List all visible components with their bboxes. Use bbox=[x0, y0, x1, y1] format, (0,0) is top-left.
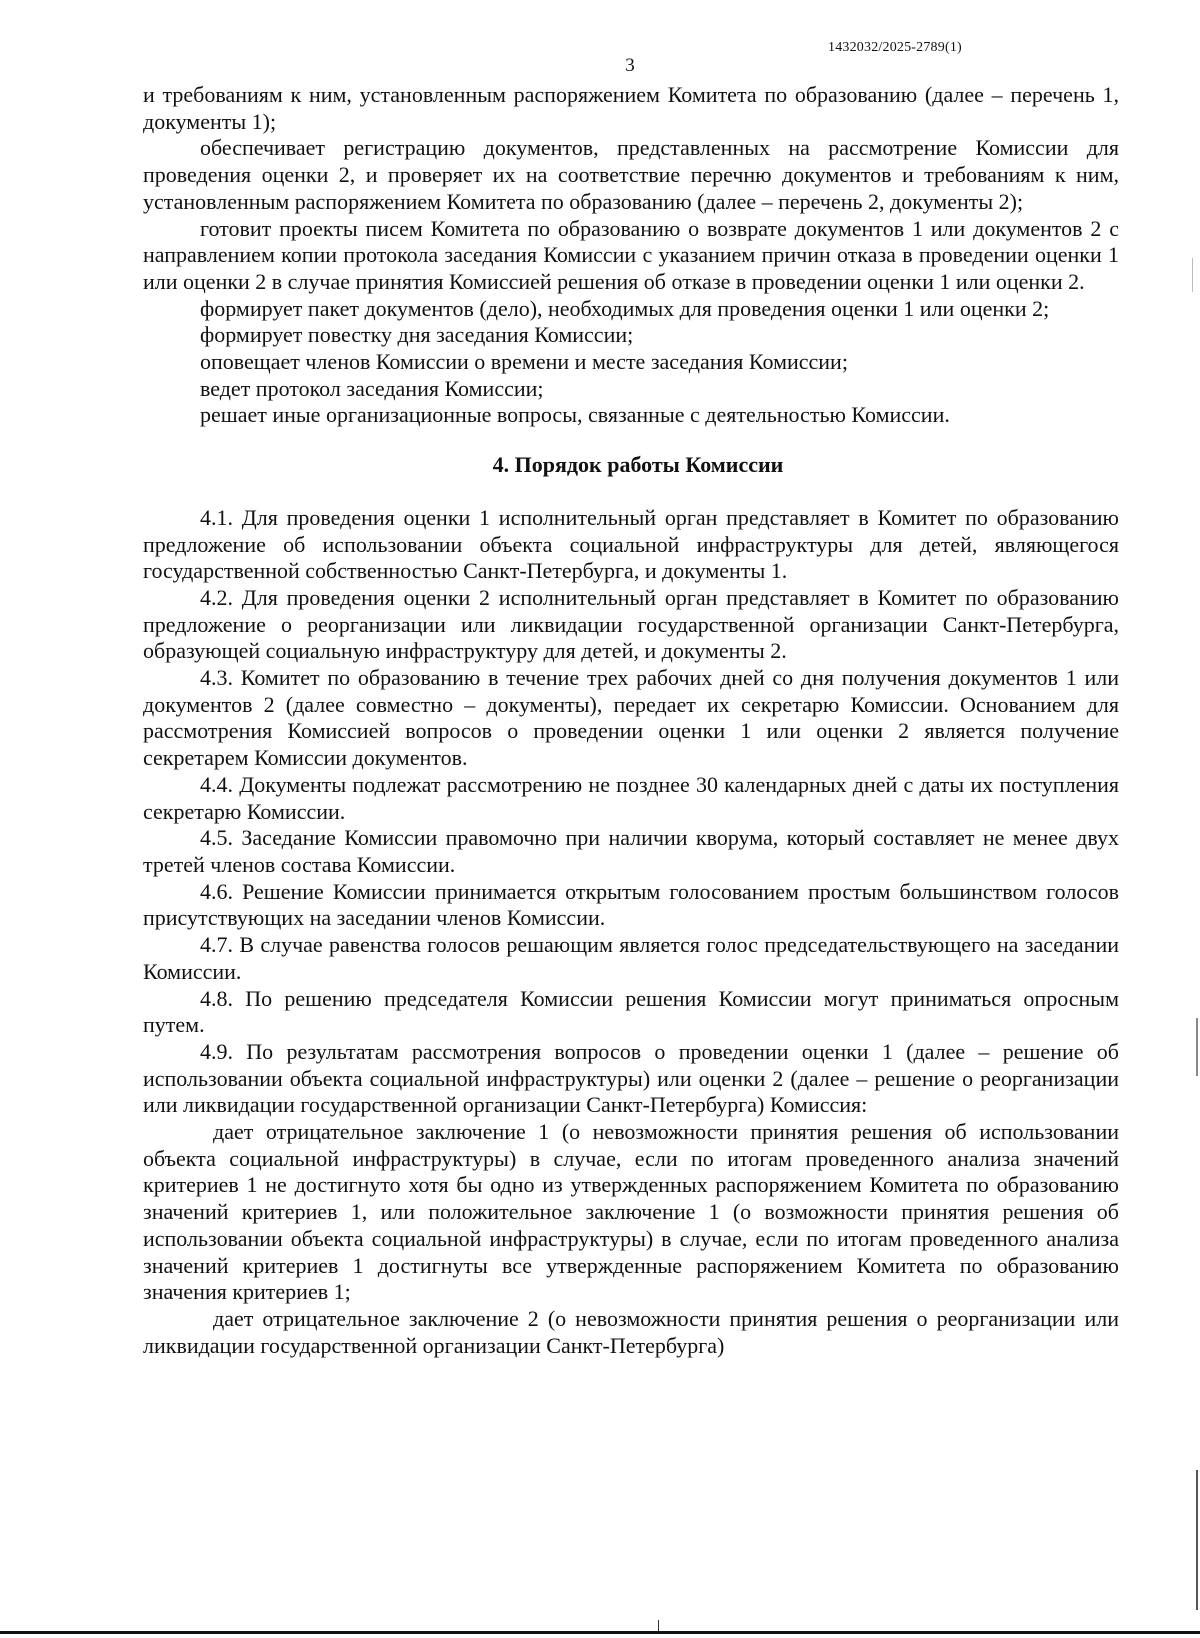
clause-4-7: 4.7. В случае равенства голосов решающим является голос председательствующего на заседании Комиссии. bbox=[143, 932, 1119, 984]
clause-4-5: 4.5. Заседание Комиссии правомочно при наличии кворума, который составляет не менее двух третей членов состава Комиссии. bbox=[143, 825, 1119, 877]
scan-artifact-line bbox=[1192, 258, 1193, 292]
clause-4-6: 4.6. Решение Комиссии принимается открытым голосованием простым большинством голосов присутствующих на заседании членов Комиссии. bbox=[143, 878, 1119, 931]
paragraph-agenda-duty: формирует повестку дня заседания Комиссии; bbox=[200, 322, 634, 348]
paragraph-notification-duty: оповещает членов Комиссии о времени и месте заседания Комиссии; bbox=[200, 349, 848, 375]
scan-artifact-line bbox=[1196, 1018, 1198, 1076]
paragraph-case-file-duty: формирует пакет документов (дело), необходимых для проведения оценки 1 или оценки 2; bbox=[200, 295, 1050, 321]
page-number: 3 bbox=[625, 55, 635, 76]
clause-4-9: 4.9. По результатам рассмотрения вопросов о проведении оценки 1 (далее – решение об использовании объекта социальной инфраструктуры) или оценки 2 (далее – решение о реорганизации или ликвидации государственной организации Санкт-Петербурга) Комиссия: bbox=[143, 1038, 1119, 1118]
clause-4-9-subitem-conclusion-1: дает отрицательное заключение 1 (о невозможности принятия решения об использовании объекта социальной инфраструктуры) в случае, если по итогам проведенного анализа значений критериев 1 не достигнуто хотя бы одно из утвержденных распоряжением Комитета по образованию значений критериев 1, или положительное заключение 1 (о возможности принятия решения об использовании объекта социальной инфраструктуры) в случае, если по итогам проведенного анализа значений критериев 1 достигнуты все утвержденные распоряжением Комитета по образованию значения критериев 1; bbox=[143, 1119, 1119, 1305]
clause-4-9-subitem-conclusion-2: дает отрицательное заключение 2 (о невозможности принятия решения о реорганизации или ликвидации государственной организации Санкт-Петербурга) bbox=[143, 1305, 1119, 1358]
clause-4-4: 4.4. Документы подлежат рассмотрению не позднее 30 календарных дней с даты их поступления секретарю Комиссии. bbox=[143, 771, 1119, 824]
clause-4-1: 4.1. Для проведения оценки 1 исполнительный орган представляет в Комитет по образованию предложение об использовании объекта социальной инфраструктуры для детей, являющегося государственной собственностью Санкт-Петербурга, и документы 1. bbox=[143, 504, 1119, 584]
paragraph-registration-duty: обеспечивает регистрацию документов, представленных на рассмотрение Комиссии для проведения оценки 2, и проверяет их на соответствие перечню документов и требованиям к ним, установленным распоряжением Комитета по образованию (далее – перечень 2, документы 2); bbox=[143, 135, 1119, 214]
paragraph-return-letters-duty: готовит проекты писем Комитета по образованию о возврате документов 1 или документов 2 с направлением копии протокола заседания Комиссии с указанием причин отказа в проведении оценки 1 или оценки 2 в случае принятия Комиссией решения об отказе в проведении оценки 1 или оценки 2. bbox=[143, 215, 1119, 294]
clause-4-3: 4.3. Комитет по образованию в течение трех рабочих дней со дня получения документов 1 или документов 2 (далее совместно – документы), передает их секретарю Комиссии. Основанием для рассмотрения Комиссией вопросов о проведении оценки 1 или оценки 2 является получение секретарем Комиссии документов. bbox=[143, 665, 1119, 771]
clause-4-8: 4.8. По решению председателя Комиссии решения Комиссии могут приниматься опросным путем. bbox=[143, 985, 1119, 1038]
section-heading: 4. Порядок работы Комиссии bbox=[492, 452, 784, 478]
paragraph-continuation: и требованиям к ним, установленным распоряжением Комитета по образованию (далее – перечень 1, документы 1); bbox=[143, 82, 1119, 134]
document-registration-number: 1432032/2025-2789(1) bbox=[828, 40, 962, 55]
paragraph-minutes-duty: ведет протокол заседания Комиссии; bbox=[200, 375, 544, 401]
scan-artifact-line bbox=[1196, 1470, 1198, 1610]
scan-bottom-edge bbox=[0, 1631, 1200, 1634]
clause-4-2: 4.2. Для проведения оценки 2 исполнительный орган представляет в Комитет по образованию предложение о реорганизации или ликвидации государственной организации Санкт-Петербурга, образующей социальную инфраструктуру для детей, и документы 2. bbox=[143, 584, 1119, 664]
paragraph-other-duties: решает иные организационные вопросы, связанные с деятельностью Комиссии. bbox=[200, 402, 950, 428]
document-body bbox=[143, 82, 1119, 1359]
